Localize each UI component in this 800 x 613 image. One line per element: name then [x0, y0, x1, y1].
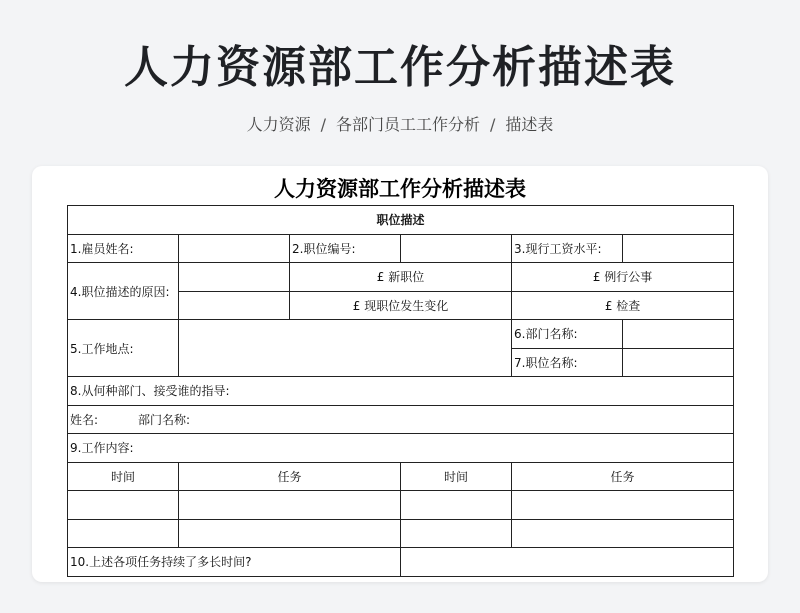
reason-option-new[interactable]: £ 新职位: [290, 263, 512, 292]
table-row: [68, 462, 734, 491]
table-row: [68, 234, 734, 263]
table-row: [68, 434, 734, 463]
task-header: 任务: [512, 462, 734, 491]
reason-option-review[interactable]: £ 检查: [512, 291, 734, 320]
time-field[interactable]: [401, 491, 512, 520]
breadcrumb: [0, 113, 800, 137]
time-field[interactable]: [68, 519, 179, 548]
work-location-field[interactable]: [179, 320, 512, 377]
dept-name-label: 部门名称:: [138, 412, 191, 427]
guidance-label: 8.从何种部门、接受谁的指导:: [68, 377, 734, 406]
department-label: 6.部门名称:: [512, 320, 623, 349]
current-salary-field[interactable]: [623, 234, 734, 263]
time-field[interactable]: [68, 491, 179, 520]
job-description-form: [67, 205, 734, 577]
breadcrumb-item-current: 描述表: [505, 115, 554, 134]
time-header: 时间: [401, 462, 512, 491]
task-field[interactable]: [512, 491, 734, 520]
table-row: [68, 548, 734, 577]
section-header: 职位描述: [68, 206, 734, 235]
reason-blank-cell: [179, 291, 290, 320]
reason-blank-cell: [179, 263, 290, 292]
table-row: [68, 320, 734, 349]
document-title: 人力资源部工作分析描述表: [274, 177, 526, 201]
current-salary-label: 3.现行工资水平:: [512, 234, 623, 263]
description-reason-label: 4.职位描述的原因:: [68, 263, 179, 320]
duration-label: 10.上述各项任务持续了多长时间?: [68, 548, 401, 577]
breadcrumb-separator: /: [490, 115, 496, 134]
position-number-field[interactable]: [401, 234, 512, 263]
table-row: [68, 263, 734, 292]
page-title: 人力资源部工作分析描述表: [124, 42, 676, 93]
time-field[interactable]: [401, 519, 512, 548]
department-field[interactable]: [623, 320, 734, 349]
breadcrumb-item-analysis[interactable]: 各部门员工工作分析: [335, 115, 480, 134]
document-preview-card: [32, 166, 768, 582]
table-row: [68, 519, 734, 548]
position-name-label: 7.职位名称:: [512, 348, 623, 377]
position-number-label: 2.职位编号:: [290, 234, 401, 263]
table-row: [68, 405, 734, 434]
task-field[interactable]: [179, 519, 401, 548]
task-field[interactable]: [512, 519, 734, 548]
time-header: 时间: [68, 462, 179, 491]
name-label: 姓名:: [70, 412, 99, 427]
breadcrumb-item-hr[interactable]: 人力资源: [246, 115, 311, 134]
employee-name-field[interactable]: [179, 234, 290, 263]
task-header: 任务: [179, 462, 401, 491]
supervisor-row[interactable]: [68, 405, 734, 434]
reason-option-routine[interactable]: £ 例行公事: [512, 263, 734, 292]
employee-name-label: 1.雇员姓名:: [68, 234, 179, 263]
work-location-label: 5.工作地点:: [68, 320, 179, 377]
breadcrumb-separator: /: [320, 115, 326, 134]
duration-field[interactable]: [401, 548, 734, 577]
table-row: [68, 491, 734, 520]
table-row: [68, 377, 734, 406]
reason-option-changed[interactable]: £ 现职位发生变化: [290, 291, 512, 320]
position-name-field[interactable]: [623, 348, 734, 377]
work-content-label: 9.工作内容:: [68, 434, 734, 463]
task-field[interactable]: [179, 491, 401, 520]
table-row: [68, 206, 734, 235]
